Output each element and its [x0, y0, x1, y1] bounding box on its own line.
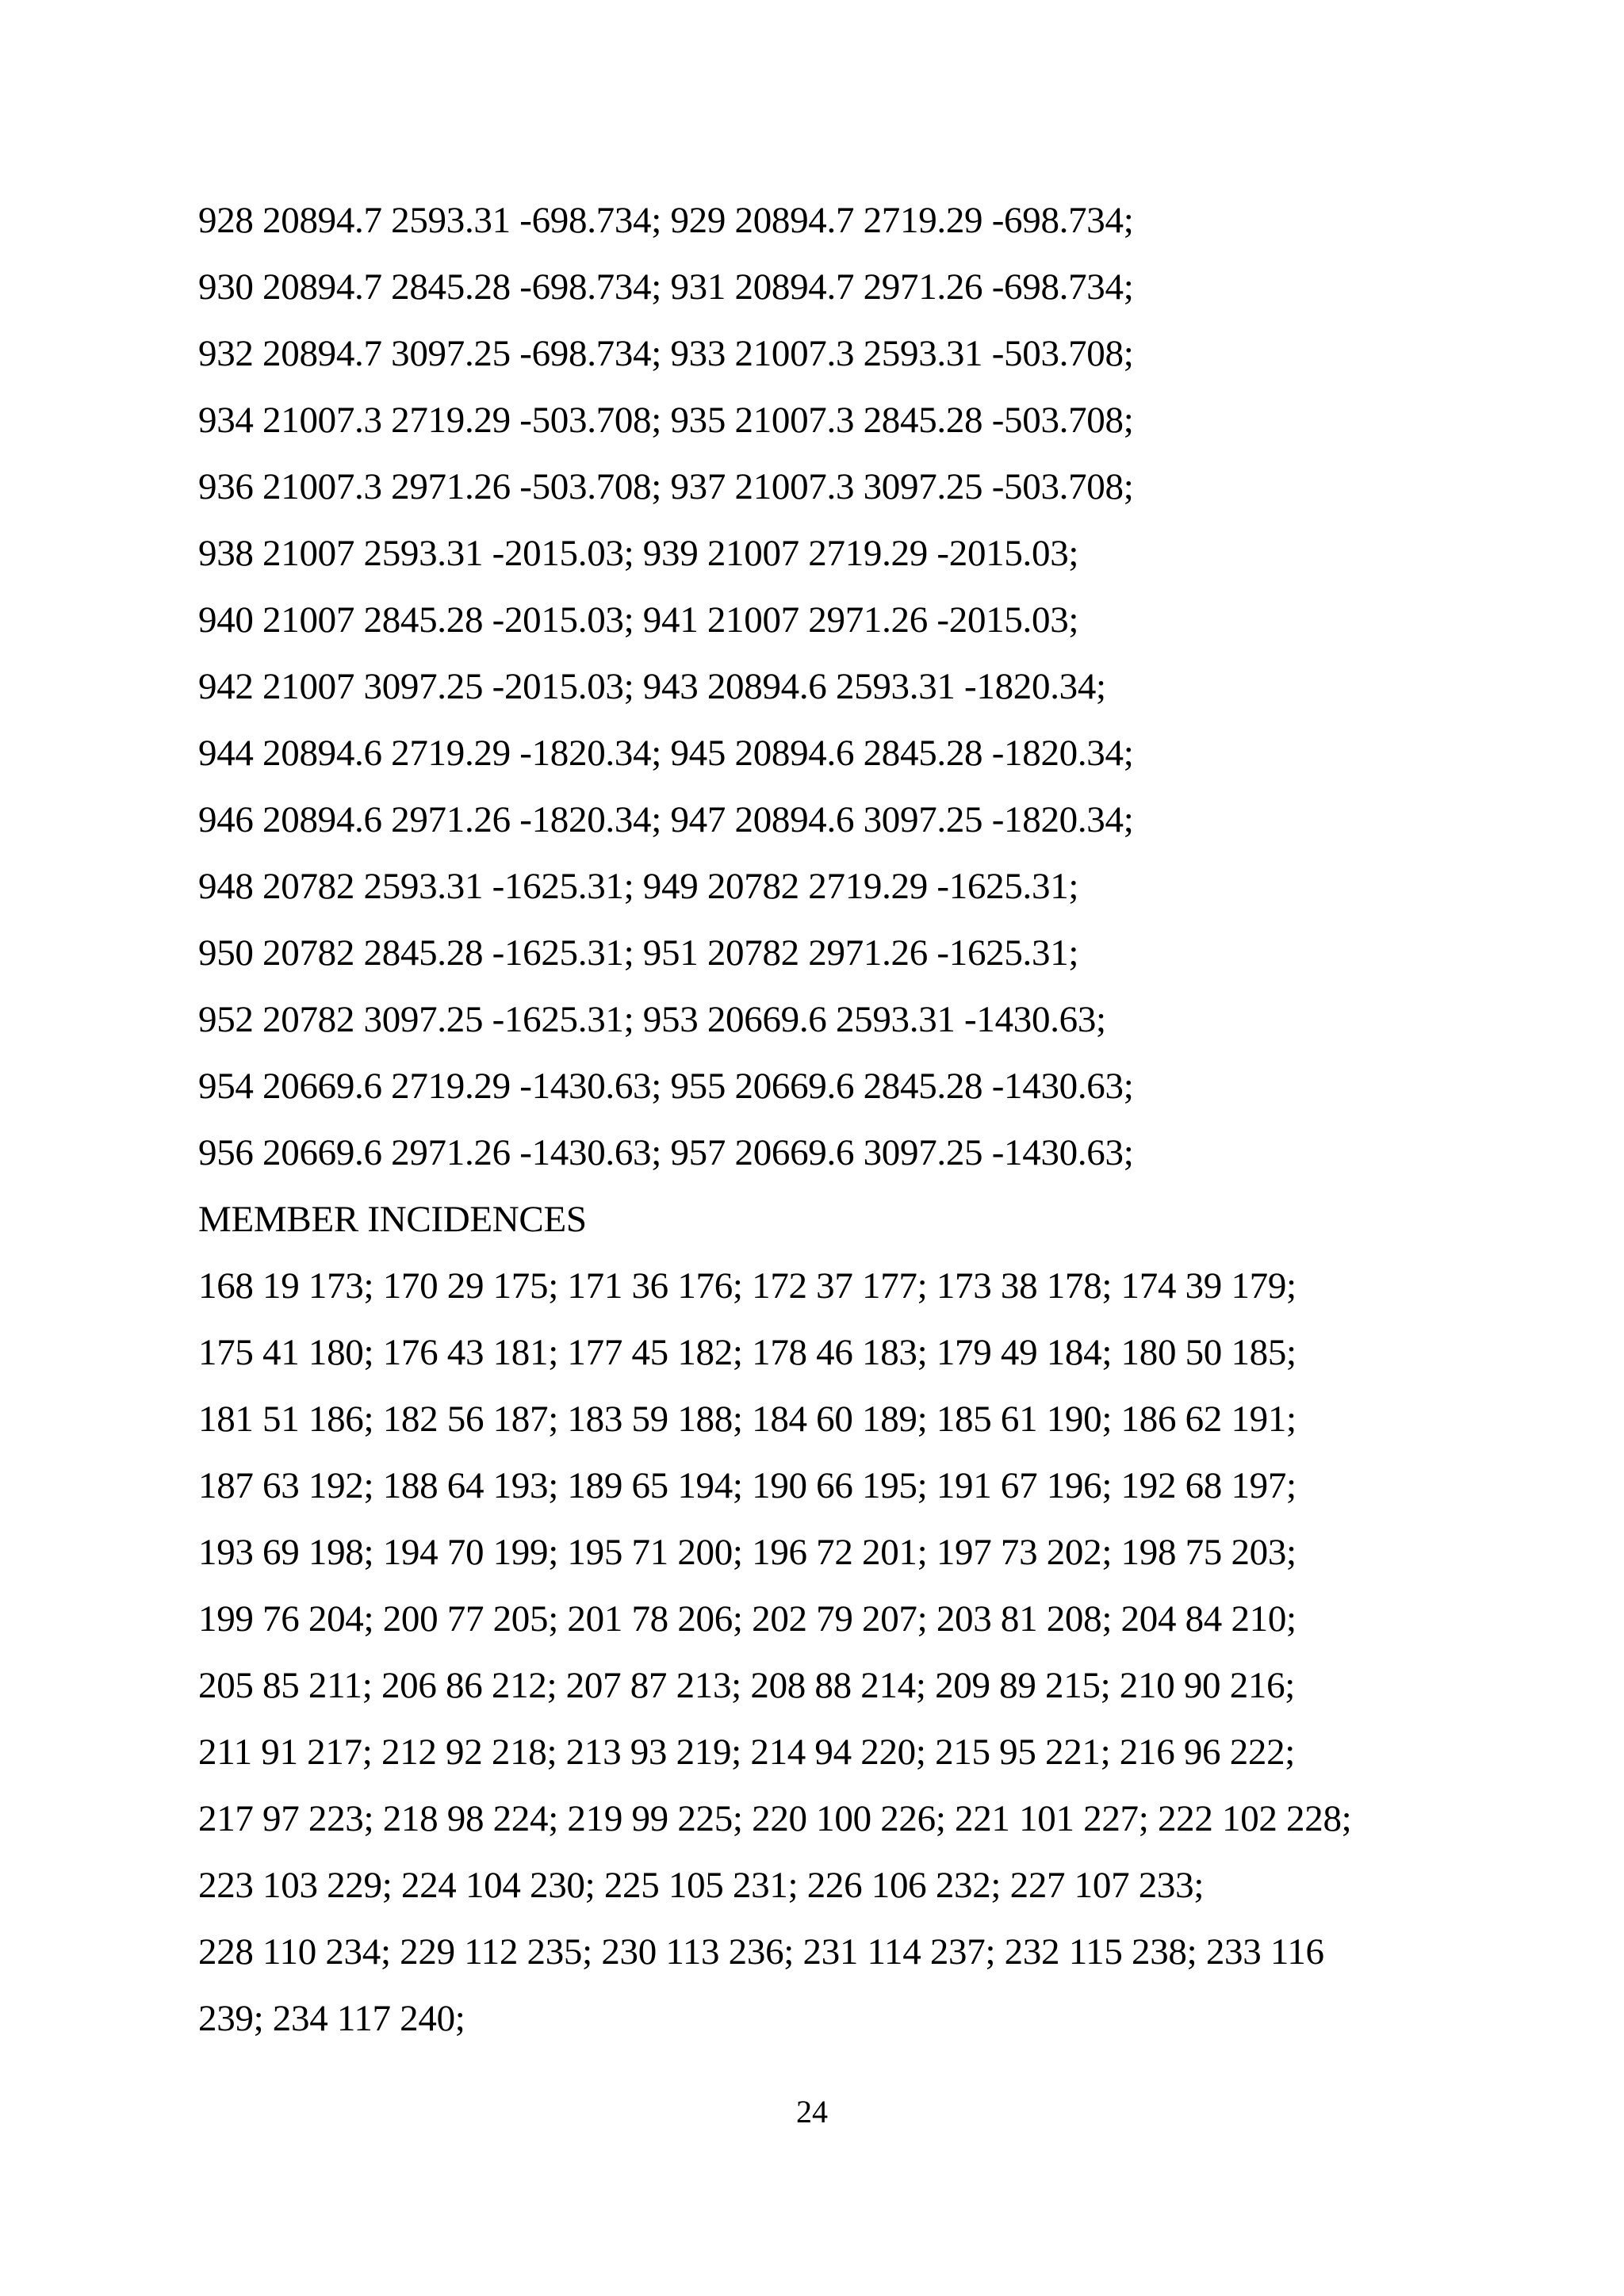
incidence-line: 187 63 192; 188 64 193; 189 65 194; 190 66 195; 191 67 196; 192 68 197; — [198, 1465, 1297, 1506]
coordinate-line: 928 20894.7 2593.31 -698.734; 929 20894.7 2719.29 -698.734; — [198, 200, 1134, 241]
member-incidences-block — [198, 1259, 1435, 2058]
incidence-line: 175 41 180; 176 43 181; 177 45 182; 178 46 183; 179 49 184; 180 50 185; — [198, 1332, 1297, 1373]
coordinate-line: 954 20669.6 2719.29 -1430.63; 955 20669.6 2845.28 -1430.63; — [198, 1066, 1134, 1107]
coordinate-line: 956 20669.6 2971.26 -1430.63; 957 20669.6 3097.25 -1430.63; — [198, 1132, 1134, 1173]
page-number: 24 — [796, 2094, 828, 2130]
coordinate-line: 930 20894.7 2845.28 -698.734; 931 20894.7 2971.26 -698.734; — [198, 266, 1134, 308]
incidence-line: 181 51 186; 182 56 187; 183 59 188; 184 60 189; 185 61 190; 186 62 191; — [198, 1399, 1297, 1440]
coordinate-line: 936 21007.3 2971.26 -503.708; 937 21007.3 3097.25 -503.708; — [198, 466, 1134, 507]
incidence-line: 217 97 223; 218 98 224; 219 99 225; 220 100 226; 221 101 227; 222 102 228; — [198, 1798, 1352, 1839]
incidence-line: 228 110 234; 229 112 235; 230 113 236; 231 114 237; 232 115 238; 233 116 — [198, 1931, 1324, 1973]
coordinate-line: 942 21007 3097.25 -2015.03; 943 20894.6 2593.31 -1820.34; — [198, 666, 1106, 707]
coordinate-line: 950 20782 2845.28 -1625.31; 951 20782 2971.26 -1625.31; — [198, 932, 1079, 974]
incidence-line: 211 91 217; 212 92 218; 213 93 219; 214 94 220; 215 95 221; 216 96 222; — [198, 1732, 1296, 1773]
incidence-line: 199 76 204; 200 77 205; 201 78 206; 202 79 207; 203 81 208; 204 84 210; — [198, 1598, 1297, 1640]
coordinate-line: 946 20894.6 2971.26 -1820.34; 947 20894.6 3097.25 -1820.34; — [198, 799, 1134, 840]
joint-coordinates-block — [198, 193, 1435, 1192]
coordinate-line: 934 21007.3 2719.29 -503.708; 935 21007.3 2845.28 -503.708; — [198, 400, 1134, 441]
section-heading: MEMBER INCIDENCES — [198, 1199, 587, 1240]
incidence-line: 193 69 198; 194 70 199; 195 71 200; 196 72 201; 197 73 202; 198 75 203; — [198, 1532, 1297, 1573]
incidence-line: 239; 234 117 240; — [198, 1998, 465, 2039]
coordinate-line: 938 21007 2593.31 -2015.03; 939 21007 2719.29 -2015.03; — [198, 533, 1079, 574]
incidence-line: 223 103 229; 224 104 230; 225 105 231; 226 106 232; 227 107 233; — [198, 1865, 1205, 1906]
incidence-line: 205 85 211; 206 86 212; 207 87 213; 208 88 214; 209 89 215; 210 90 216; — [198, 1665, 1296, 1706]
coordinate-line: 932 20894.7 3097.25 -698.734; 933 21007.3 2593.31 -503.708; — [198, 333, 1134, 374]
coordinate-line: 940 21007 2845.28 -2015.03; 941 21007 2971.26 -2015.03; — [198, 599, 1079, 641]
incidence-line: 168 19 173; 170 29 175; 171 36 176; 172 37 177; 173 38 178; 174 39 179; — [198, 1265, 1297, 1307]
page-content — [198, 193, 1435, 2058]
coordinate-line: 948 20782 2593.31 -1625.31; 949 20782 2719.29 -1625.31; — [198, 866, 1079, 907]
coordinate-line: 944 20894.6 2719.29 -1820.34; 945 20894.6 2845.28 -1820.34; — [198, 733, 1134, 774]
coordinate-line: 952 20782 3097.25 -1625.31; 953 20669.6 2593.31 -1430.63; — [198, 999, 1106, 1040]
